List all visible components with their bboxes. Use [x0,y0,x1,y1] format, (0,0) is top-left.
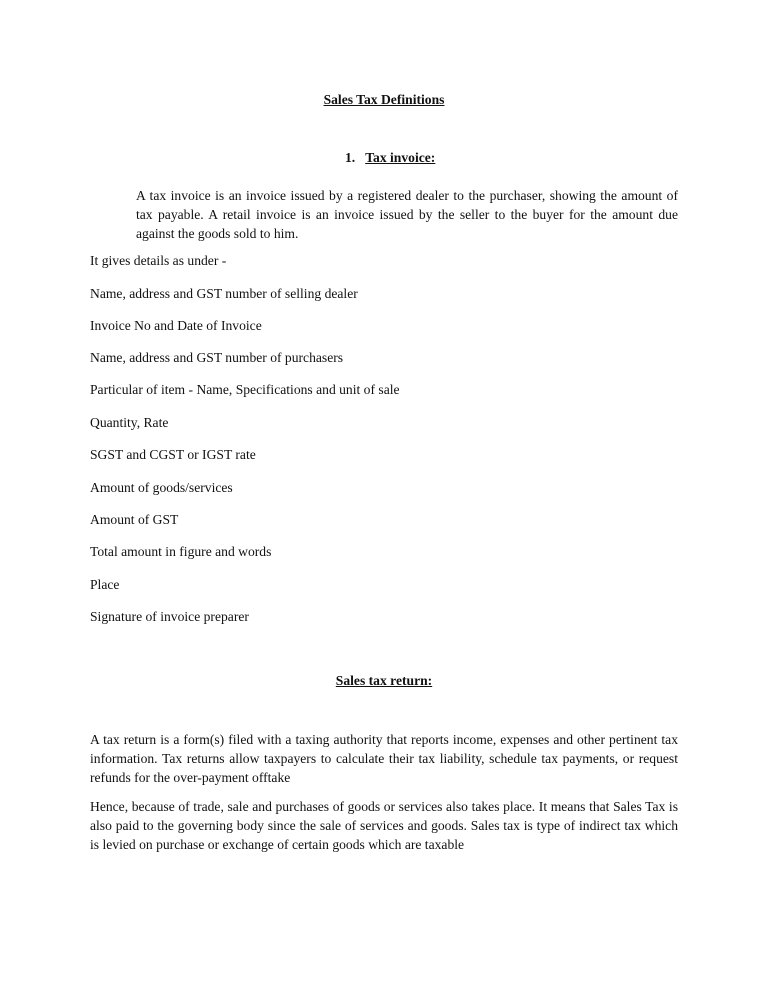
tax-return-definition: A tax return is a form(s) filed with a taxing authority that reports income, expenses and other pertinent tax information. Tax returns allow taxpayers to calculate their tax liability, schedule tax payments, or request refunds for the over-payment offtake [90,732,678,785]
list-item: Invoice No and Date of Invoice [90,318,262,333]
tax-invoice-definition: A tax invoice is an invoice issued by a registered dealer to the purchaser, showing the amount of tax payable. A retail invoice is an invoice issued by the seller to the buyer for the amount due against the goods sold to him. [136,188,678,241]
list-item: Place [90,577,120,592]
document-title: Sales Tax Definitions [323,92,445,107]
section-1-heading [345,150,435,166]
section-2-heading: Sales tax return: [335,673,433,688]
section-1-paragraph [136,186,678,243]
details-intro: It gives details as under - [90,253,227,268]
section-2-paragraph-2 [90,797,678,854]
list-item: Amount of GST [90,512,179,527]
list-item: Quantity, Rate [90,415,169,430]
list-item: Name, address and GST number of purchasers [90,350,344,365]
list-item: Signature of invoice preparer [90,609,249,624]
section-2-paragraph-1 [90,730,678,787]
list-item: Particular of item - Name, Specifications and unit of sale [90,382,400,397]
list-item: Amount of goods/services [90,480,233,495]
section-1-number: 1. [345,150,356,165]
sales-tax-explanation: Hence, because of trade, sale and purchases of goods or services also takes place. It means that Sales Tax is also paid to the governing body since the sale of services and goods. Sales tax is type of indirect tax which is levied on purchase or exchange of certain goods which are taxable [90,799,678,852]
list-item: Total amount in figure and words [90,544,272,559]
list-item: SGST and CGST or IGST rate [90,447,256,462]
list-item: Name, address and GST number of selling dealer [90,286,358,301]
section-1-title: Tax invoice: [365,150,436,165]
